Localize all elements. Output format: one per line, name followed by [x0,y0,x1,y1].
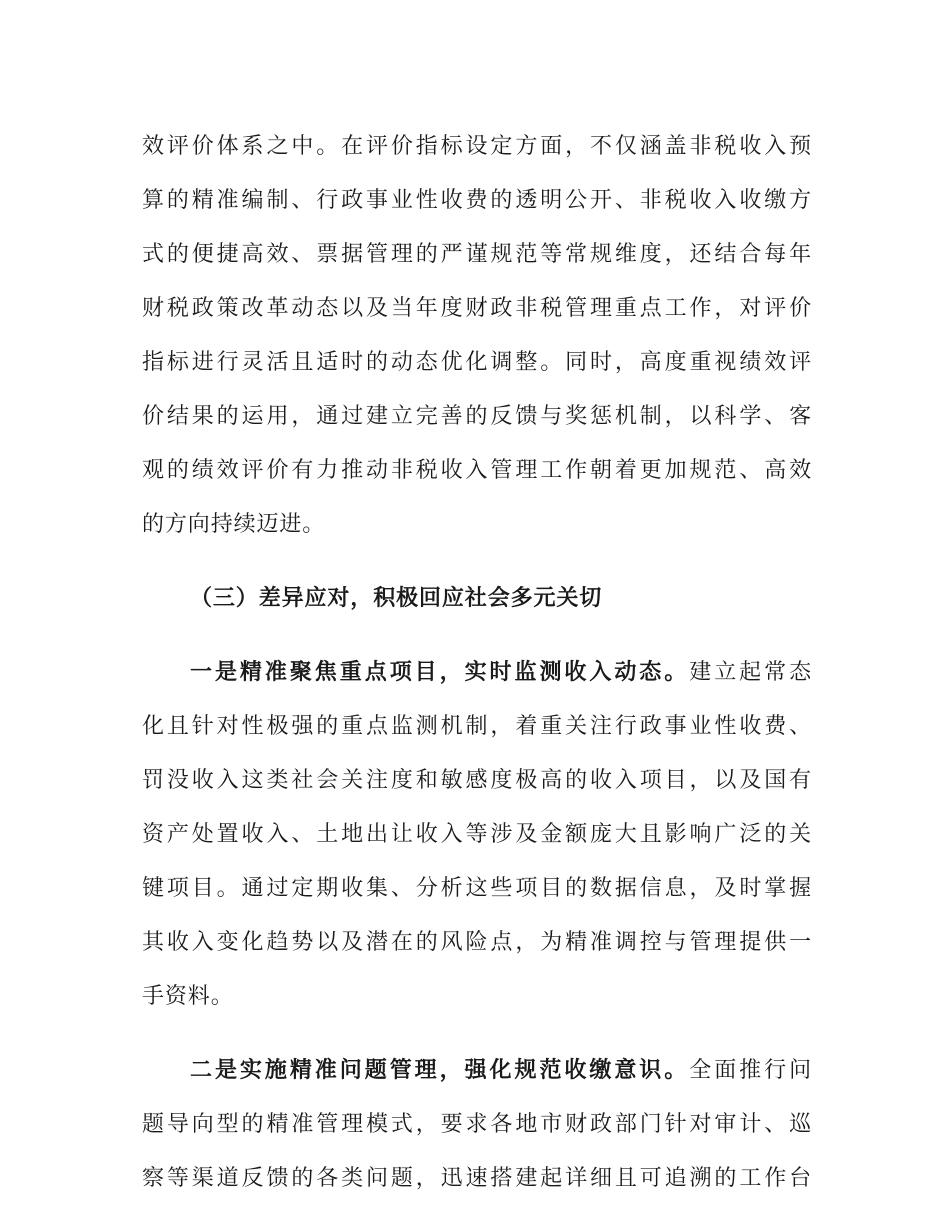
text-line: 观的绩效评价有力推动非税收入管理工作朝着更加规范、高效 [142,458,812,483]
bold-lead: 二是实施精准问题管理，强化规范收缴意识。 [190,1058,690,1083]
bold-lead: 一是精准聚焦重点项目，实时监测收入动态。 [190,660,690,685]
text-line: 价结果的运用，通过建立完善的反馈与奖惩机制，以科学、客 [142,404,812,429]
text-line: 罚没收入这类社会关注度和敏感度极高的收入项目，以及国有 [142,768,812,793]
text-line-first [142,646,812,700]
text-line: 效评价体系之中。在评价指标设定方面，不仅涵盖非税收入预 [142,134,812,159]
paragraph-performance-evaluation [142,120,812,552]
text-line: 化且针对性极强的重点监测机制，着重关注行政事业性收费、 [142,714,812,739]
document-body [142,120,812,1206]
text-line: 式的便捷高效、票据管理的严谨规范等常规维度，还结合每年 [142,242,812,267]
text-line: 资产处置收入、土地出让收入等涉及金额庞大且影响广泛的关 [142,822,812,847]
text-line-first [142,1044,812,1098]
text-run: 全面推行问 [689,1058,812,1083]
text-line: 键项目。通过定期收集、分析这些项目的数据信息，及时掌握 [142,876,812,901]
text-line: 手资料。 [142,984,234,1009]
text-run: 建立起常态 [689,660,812,685]
text-line: 题导向型的精准管理模式，要求各地市财政部门针对审计、巡 [142,1112,812,1137]
section-heading: （三）差异应对，积极回应社会多元关切 [190,586,603,611]
text-line: 算的精准编制、行政事业性收费的透明公开、非税收入收缴方 [142,188,812,213]
text-line: 察等渠道反馈的各类问题，迅速搭建起详细且可追溯的工作台 [142,1166,812,1191]
text-line: 其收入变化趋势以及潜在的风险点，为精准调控与管理提供一 [142,930,812,955]
text-line: 的方向持续迈进。 [142,512,326,537]
text-line: 指标进行灵活且适时的动态优化调整。同时，高度重视绩效评 [142,350,812,375]
text-line: 财税政策改革动态以及当年度财政非税管理重点工作，对评价 [142,296,812,321]
paragraph-problem-management [142,1044,812,1206]
paragraph-key-projects [142,646,812,1024]
